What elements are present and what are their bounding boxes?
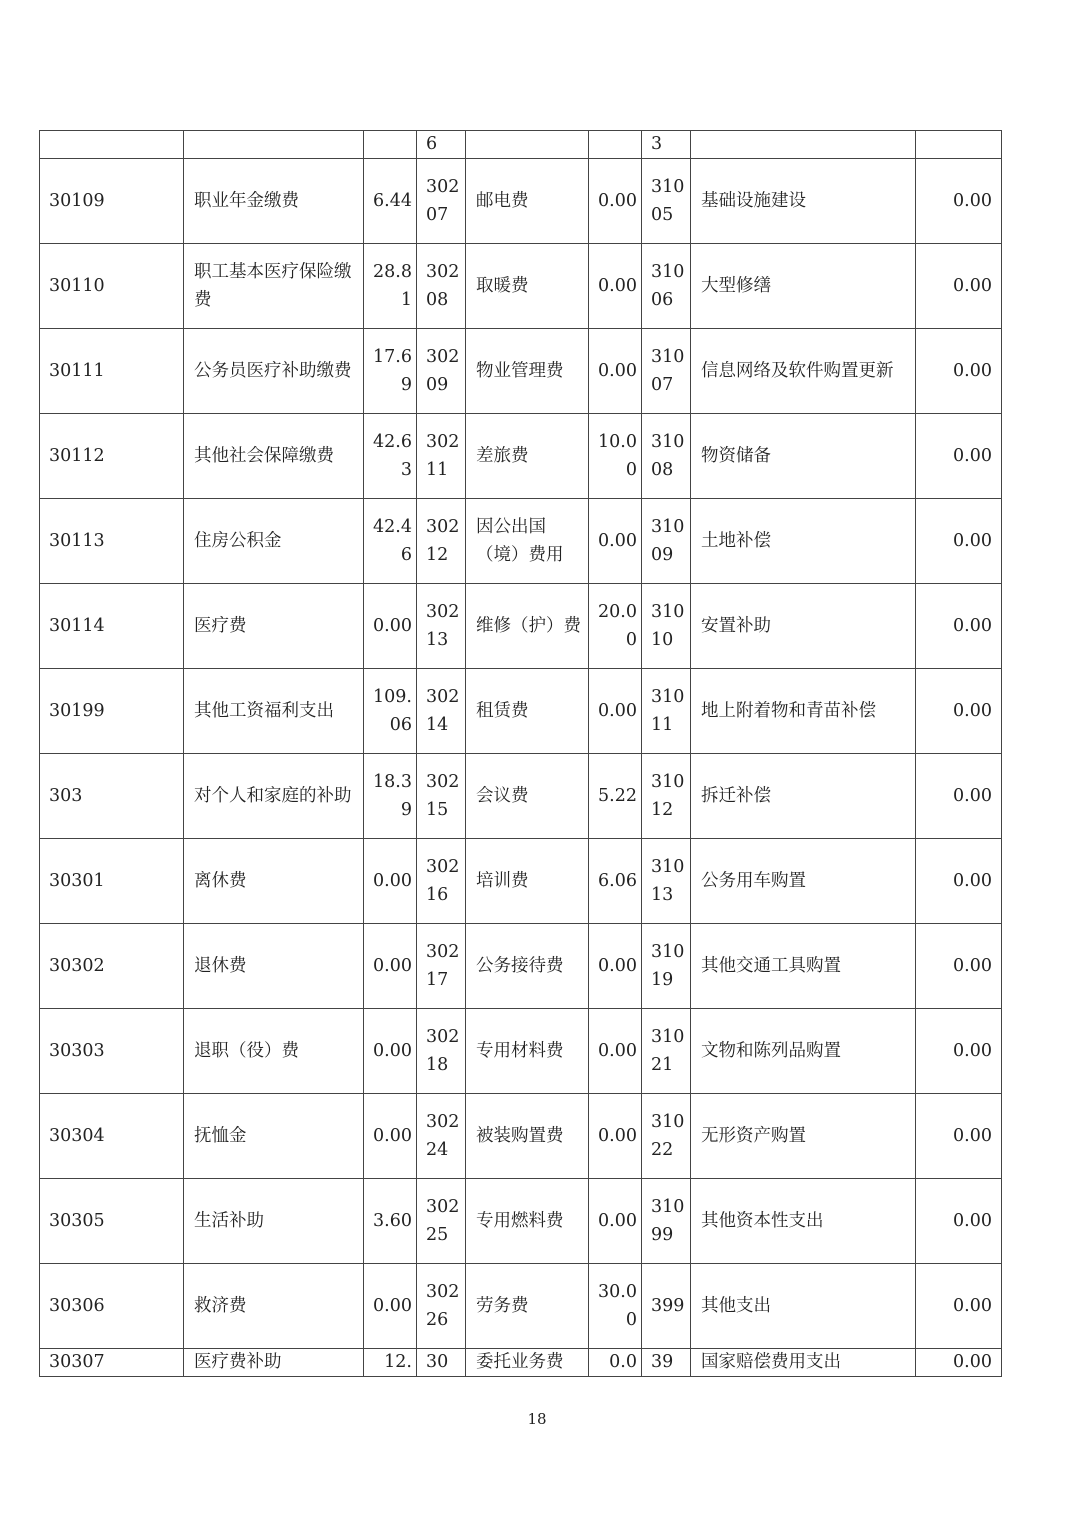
cell-name: 国家赔偿费用支出 <box>691 1349 916 1377</box>
cell-code: 31022 <box>642 1094 691 1179</box>
cell-code: 30211 <box>417 414 466 499</box>
cell-amount: 0.00 <box>589 1094 642 1179</box>
cell-amount: 0.00 <box>364 1009 417 1094</box>
cell-name: 职业年金缴费 <box>184 159 364 244</box>
cell-name: 邮电费 <box>466 159 589 244</box>
cell-name <box>184 131 364 159</box>
cell-amount: 0.00 <box>916 754 1002 839</box>
cell-code: 30111 <box>40 329 184 414</box>
cell-amount: 20.00 <box>589 584 642 669</box>
cell-code <box>40 131 184 159</box>
cell-name: 物资储备 <box>691 414 916 499</box>
cell-amount: 30.00 <box>589 1264 642 1349</box>
cell-code: 30303 <box>40 1009 184 1094</box>
cell-code: 30199 <box>40 669 184 754</box>
cell-amount: 0.00 <box>916 924 1002 1009</box>
cell-code: 30110 <box>40 244 184 329</box>
cell-amount: 0.00 <box>589 1009 642 1094</box>
cell-amount: 10.00 <box>589 414 642 499</box>
cell-amount: 0.00 <box>589 499 642 584</box>
cell-code: 30207 <box>417 159 466 244</box>
cell-amount: 42.63 <box>364 414 417 499</box>
cell-name: 生活补助 <box>184 1179 364 1264</box>
cell-name: 其他社会保障缴费 <box>184 414 364 499</box>
cell-amount: 0.0 <box>589 1349 642 1377</box>
cell-code: 399 <box>642 1264 691 1349</box>
cell-amount: 0.00 <box>589 1179 642 1264</box>
cell-name: 大型修缮 <box>691 244 916 329</box>
cell-amount: 3.60 <box>364 1179 417 1264</box>
cell-name: 取暖费 <box>466 244 589 329</box>
cell-name: 租赁费 <box>466 669 589 754</box>
cell-amount: 28.81 <box>364 244 417 329</box>
table-row <box>40 244 1002 329</box>
cell-name: 公务员医疗补助缴费 <box>184 329 364 414</box>
cell-name: 信息网络及软件购置更新 <box>691 329 916 414</box>
cell-name: 救济费 <box>184 1264 364 1349</box>
cell-code: 30208 <box>417 244 466 329</box>
cell-code: 30112 <box>40 414 184 499</box>
cell-name: 专用材料费 <box>466 1009 589 1094</box>
cell-amount: 0.00 <box>916 839 1002 924</box>
table-row <box>40 1009 1002 1094</box>
table-row <box>40 414 1002 499</box>
cell-amount: 0.00 <box>589 159 642 244</box>
cell-name: 专用燃料费 <box>466 1179 589 1264</box>
cell-amount: 0.00 <box>916 669 1002 754</box>
cell-name: 物业管理费 <box>466 329 589 414</box>
cell-code: 31019 <box>642 924 691 1009</box>
cell-name: 其他资本性支出 <box>691 1179 916 1264</box>
cell-name: 医疗费 <box>184 584 364 669</box>
cell-name: 安置补助 <box>691 584 916 669</box>
cell-amount: 0.00 <box>916 329 1002 414</box>
table-row-fragment-bottom <box>40 1349 1002 1377</box>
cell-code: 30215 <box>417 754 466 839</box>
cell-amount: 0.00 <box>364 584 417 669</box>
cell-amount: 0.00 <box>916 244 1002 329</box>
table-row <box>40 754 1002 839</box>
cell-name: 公务用车购置 <box>691 839 916 924</box>
cell-name: 被装购置费 <box>466 1094 589 1179</box>
cell-name: 基础设施建设 <box>691 159 916 244</box>
budget-table <box>39 130 1002 1377</box>
cell-name: 文物和陈列品购置 <box>691 1009 916 1094</box>
cell-code: 31021 <box>642 1009 691 1094</box>
table-row <box>40 1264 1002 1349</box>
cell-code: 30217 <box>417 924 466 1009</box>
cell-amount: 0.00 <box>589 244 642 329</box>
table-row <box>40 1179 1002 1264</box>
cell-amount <box>589 131 642 159</box>
cell-code: 30302 <box>40 924 184 1009</box>
cell-code: 30304 <box>40 1094 184 1179</box>
cell-code: 31099 <box>642 1179 691 1264</box>
cell-amount: 0.00 <box>916 1009 1002 1094</box>
cell-code: 30218 <box>417 1009 466 1094</box>
cell-name: 劳务费 <box>466 1264 589 1349</box>
cell-amount: 0.00 <box>589 924 642 1009</box>
cell-amount: 12. <box>364 1349 417 1377</box>
cell-code: 30 <box>417 1349 466 1377</box>
cell-code: 30212 <box>417 499 466 584</box>
cell-code: 30113 <box>40 499 184 584</box>
cell-name: 因公出国（境）费用 <box>466 499 589 584</box>
cell-code: 30301 <box>40 839 184 924</box>
cell-code: 31007 <box>642 329 691 414</box>
cell-name: 公务接待费 <box>466 924 589 1009</box>
table-row <box>40 1094 1002 1179</box>
cell-amount <box>916 131 1002 159</box>
cell-code: 30307 <box>40 1349 184 1377</box>
page-number: 18 <box>527 1410 547 1428</box>
cell-name: 抚恤金 <box>184 1094 364 1179</box>
cell-code: 30226 <box>417 1264 466 1349</box>
cell-code: 39 <box>642 1349 691 1377</box>
cell-name: 对个人和家庭的补助 <box>184 754 364 839</box>
cell-name: 维修（护）费 <box>466 584 589 669</box>
cell-code: 303 <box>40 754 184 839</box>
cell-amount: 0.00 <box>916 414 1002 499</box>
cell-code: 30213 <box>417 584 466 669</box>
table-row <box>40 329 1002 414</box>
cell-amount: 0.00 <box>589 669 642 754</box>
cell-code: 30209 <box>417 329 466 414</box>
cell-code: 30114 <box>40 584 184 669</box>
cell-code: 3 <box>642 131 691 159</box>
cell-code: 30224 <box>417 1094 466 1179</box>
cell-code: 31010 <box>642 584 691 669</box>
cell-amount: 17.69 <box>364 329 417 414</box>
cell-amount: 18.39 <box>364 754 417 839</box>
cell-name: 会议费 <box>466 754 589 839</box>
cell-amount: 109.06 <box>364 669 417 754</box>
cell-code: 31006 <box>642 244 691 329</box>
cell-name: 职工基本医疗保险缴费 <box>184 244 364 329</box>
cell-name: 培训费 <box>466 839 589 924</box>
cell-code: 31005 <box>642 159 691 244</box>
cell-amount: 0.00 <box>364 1264 417 1349</box>
cell-name: 退职（役）费 <box>184 1009 364 1094</box>
table-row <box>40 669 1002 754</box>
cell-name: 拆迁补偿 <box>691 754 916 839</box>
cell-name: 土地补偿 <box>691 499 916 584</box>
cell-amount: 0.00 <box>916 1264 1002 1349</box>
cell-name: 地上附着物和青苗补偿 <box>691 669 916 754</box>
cell-amount: 0.00 <box>364 924 417 1009</box>
cell-amount: 0.00 <box>589 329 642 414</box>
table-row <box>40 839 1002 924</box>
cell-name: 差旅费 <box>466 414 589 499</box>
cell-name: 其他支出 <box>691 1264 916 1349</box>
cell-name: 退休费 <box>184 924 364 1009</box>
cell-code: 30214 <box>417 669 466 754</box>
cell-amount: 42.46 <box>364 499 417 584</box>
cell-amount: 6.06 <box>589 839 642 924</box>
cell-amount: 0.00 <box>916 1179 1002 1264</box>
cell-name: 其他工资福利支出 <box>184 669 364 754</box>
cell-amount: 0.00 <box>916 159 1002 244</box>
cell-code: 31008 <box>642 414 691 499</box>
cell-code: 6 <box>417 131 466 159</box>
table-row <box>40 499 1002 584</box>
cell-amount: 5.22 <box>589 754 642 839</box>
cell-amount: 0.00 <box>364 1094 417 1179</box>
cell-name: 医疗费补助 <box>184 1349 364 1377</box>
table-row-fragment-top <box>40 131 1002 159</box>
cell-amount: 0.00 <box>916 1349 1002 1377</box>
cell-name: 离休费 <box>184 839 364 924</box>
cell-amount: 0.00 <box>916 584 1002 669</box>
table-row <box>40 924 1002 1009</box>
cell-code: 30306 <box>40 1264 184 1349</box>
cell-name: 委托业务费 <box>466 1349 589 1377</box>
cell-amount: 0.00 <box>916 1094 1002 1179</box>
table-row <box>40 584 1002 669</box>
cell-name <box>466 131 589 159</box>
table-row <box>40 159 1002 244</box>
cell-code: 31013 <box>642 839 691 924</box>
cell-code: 31012 <box>642 754 691 839</box>
cell-name: 其他交通工具购置 <box>691 924 916 1009</box>
cell-amount: 6.44 <box>364 159 417 244</box>
cell-amount: 0.00 <box>916 499 1002 584</box>
cell-code: 31009 <box>642 499 691 584</box>
cell-name: 无形资产购置 <box>691 1094 916 1179</box>
cell-code: 31011 <box>642 669 691 754</box>
cell-code: 30225 <box>417 1179 466 1264</box>
cell-name <box>691 131 916 159</box>
cell-name: 住房公积金 <box>184 499 364 584</box>
cell-amount <box>364 131 417 159</box>
cell-code: 30109 <box>40 159 184 244</box>
cell-amount: 0.00 <box>364 839 417 924</box>
cell-code: 30216 <box>417 839 466 924</box>
cell-code: 30305 <box>40 1179 184 1264</box>
